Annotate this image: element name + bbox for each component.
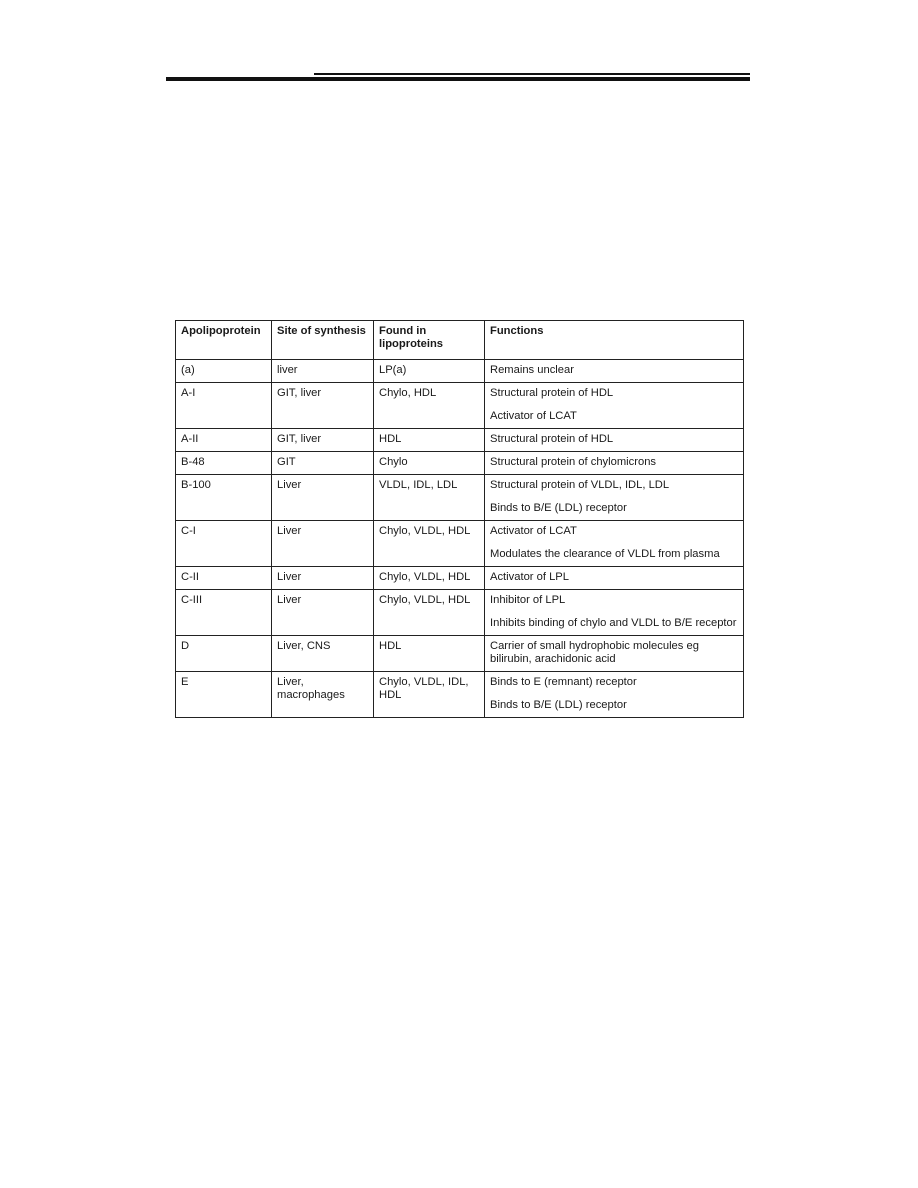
found-in-lipoproteins-cell: Chylo: [374, 452, 485, 475]
functions-cell: [485, 452, 744, 475]
function-item: Structural protein of HDL: [490, 387, 614, 399]
apolipoprotein-cell: B-100: [176, 475, 272, 521]
found-in-lipoproteins-cell: Chylo, HDL: [374, 383, 485, 429]
function-item: Structural protein of HDL: [490, 433, 614, 445]
apolipoprotein-cell: A-I: [176, 383, 272, 429]
apolipoprotein-cell: C-I: [176, 521, 272, 567]
table-row: [176, 521, 744, 567]
function-item: Modulates the clearance of VLDL from plasma: [490, 548, 720, 560]
table-row: [176, 429, 744, 452]
table-row: [176, 590, 744, 636]
site-of-synthesis-cell: Liver, macrophages: [272, 672, 374, 718]
table-body: [176, 360, 744, 718]
site-of-synthesis-cell: Liver: [272, 590, 374, 636]
apolipoprotein-cell: C-II: [176, 567, 272, 590]
function-item: Activator of LCAT: [490, 525, 577, 537]
functions-cell: [485, 521, 744, 567]
site-of-synthesis-cell: GIT, liver: [272, 429, 374, 452]
table-row: [176, 636, 744, 672]
found-in-lipoproteins-cell: LP(a): [374, 360, 485, 383]
function-item: Activator of LPL: [490, 571, 569, 583]
header-rule-thick: [166, 77, 750, 81]
function-item: Activator of LCAT: [490, 410, 577, 422]
table-row: [176, 567, 744, 590]
function-item: Binds to B/E (LDL) receptor: [490, 502, 627, 514]
site-of-synthesis-cell: Liver: [272, 475, 374, 521]
found-in-lipoproteins-cell: HDL: [374, 636, 485, 672]
found-in-lipoproteins-cell: VLDL, IDL, LDL: [374, 475, 485, 521]
functions-cell: [485, 672, 744, 718]
apolipoprotein-table: [175, 320, 744, 718]
header-found-in-lipoproteins: Found in lipoproteins: [374, 321, 485, 360]
site-of-synthesis-cell: GIT: [272, 452, 374, 475]
apolipoprotein-cell: (a): [176, 360, 272, 383]
found-in-lipoproteins-cell: Chylo, VLDL, IDL, HDL: [374, 672, 485, 718]
apolipoprotein-cell: C-III: [176, 590, 272, 636]
function-item: Binds to E (remnant) receptor: [490, 676, 637, 688]
function-item: Carrier of small hydrophobic molecules eg bilirubin, arachidonic acid: [490, 640, 699, 665]
function-item: Inhibitor of LPL: [490, 594, 566, 606]
functions-cell: [485, 383, 744, 429]
functions-cell: [485, 590, 744, 636]
site-of-synthesis-cell: Liver, CNS: [272, 636, 374, 672]
table-row: [176, 452, 744, 475]
function-item: Remains unclear: [490, 364, 574, 376]
header-apolipoprotein: Apolipoprotein: [176, 321, 272, 360]
apolipoprotein-cell: B-48: [176, 452, 272, 475]
functions-cell: [485, 360, 744, 383]
table-header-row: [176, 321, 744, 360]
functions-cell: [485, 567, 744, 590]
function-item: Inhibits binding of chylo and VLDL to B/E receptor: [490, 617, 737, 629]
functions-cell: [485, 429, 744, 452]
site-of-synthesis-cell: Liver: [272, 567, 374, 590]
table-row: [176, 383, 744, 429]
found-in-lipoproteins-cell: HDL: [374, 429, 485, 452]
apolipoprotein-cell: A-II: [176, 429, 272, 452]
function-item: Binds to B/E (LDL) receptor: [490, 699, 627, 711]
table-row: [176, 360, 744, 383]
apolipoprotein-cell: E: [176, 672, 272, 718]
header-rule: [166, 73, 750, 81]
table-row: [176, 475, 744, 521]
function-item: Structural protein of chylomicrons: [490, 456, 657, 468]
functions-cell: [485, 475, 744, 521]
found-in-lipoproteins-cell: Chylo, VLDL, HDL: [374, 567, 485, 590]
found-in-lipoproteins-cell: Chylo, VLDL, HDL: [374, 590, 485, 636]
site-of-synthesis-cell: liver: [272, 360, 374, 383]
found-in-lipoproteins-cell: Chylo, VLDL, HDL: [374, 521, 485, 567]
header-functions: Functions: [485, 321, 744, 360]
function-item: Structural protein of VLDL, IDL, LDL: [490, 479, 670, 491]
header-site-of-synthesis: Site of synthesis: [272, 321, 374, 360]
apolipoprotein-cell: D: [176, 636, 272, 672]
table-row: [176, 672, 744, 718]
site-of-synthesis-cell: GIT, liver: [272, 383, 374, 429]
functions-cell: [485, 636, 744, 672]
site-of-synthesis-cell: Liver: [272, 521, 374, 567]
